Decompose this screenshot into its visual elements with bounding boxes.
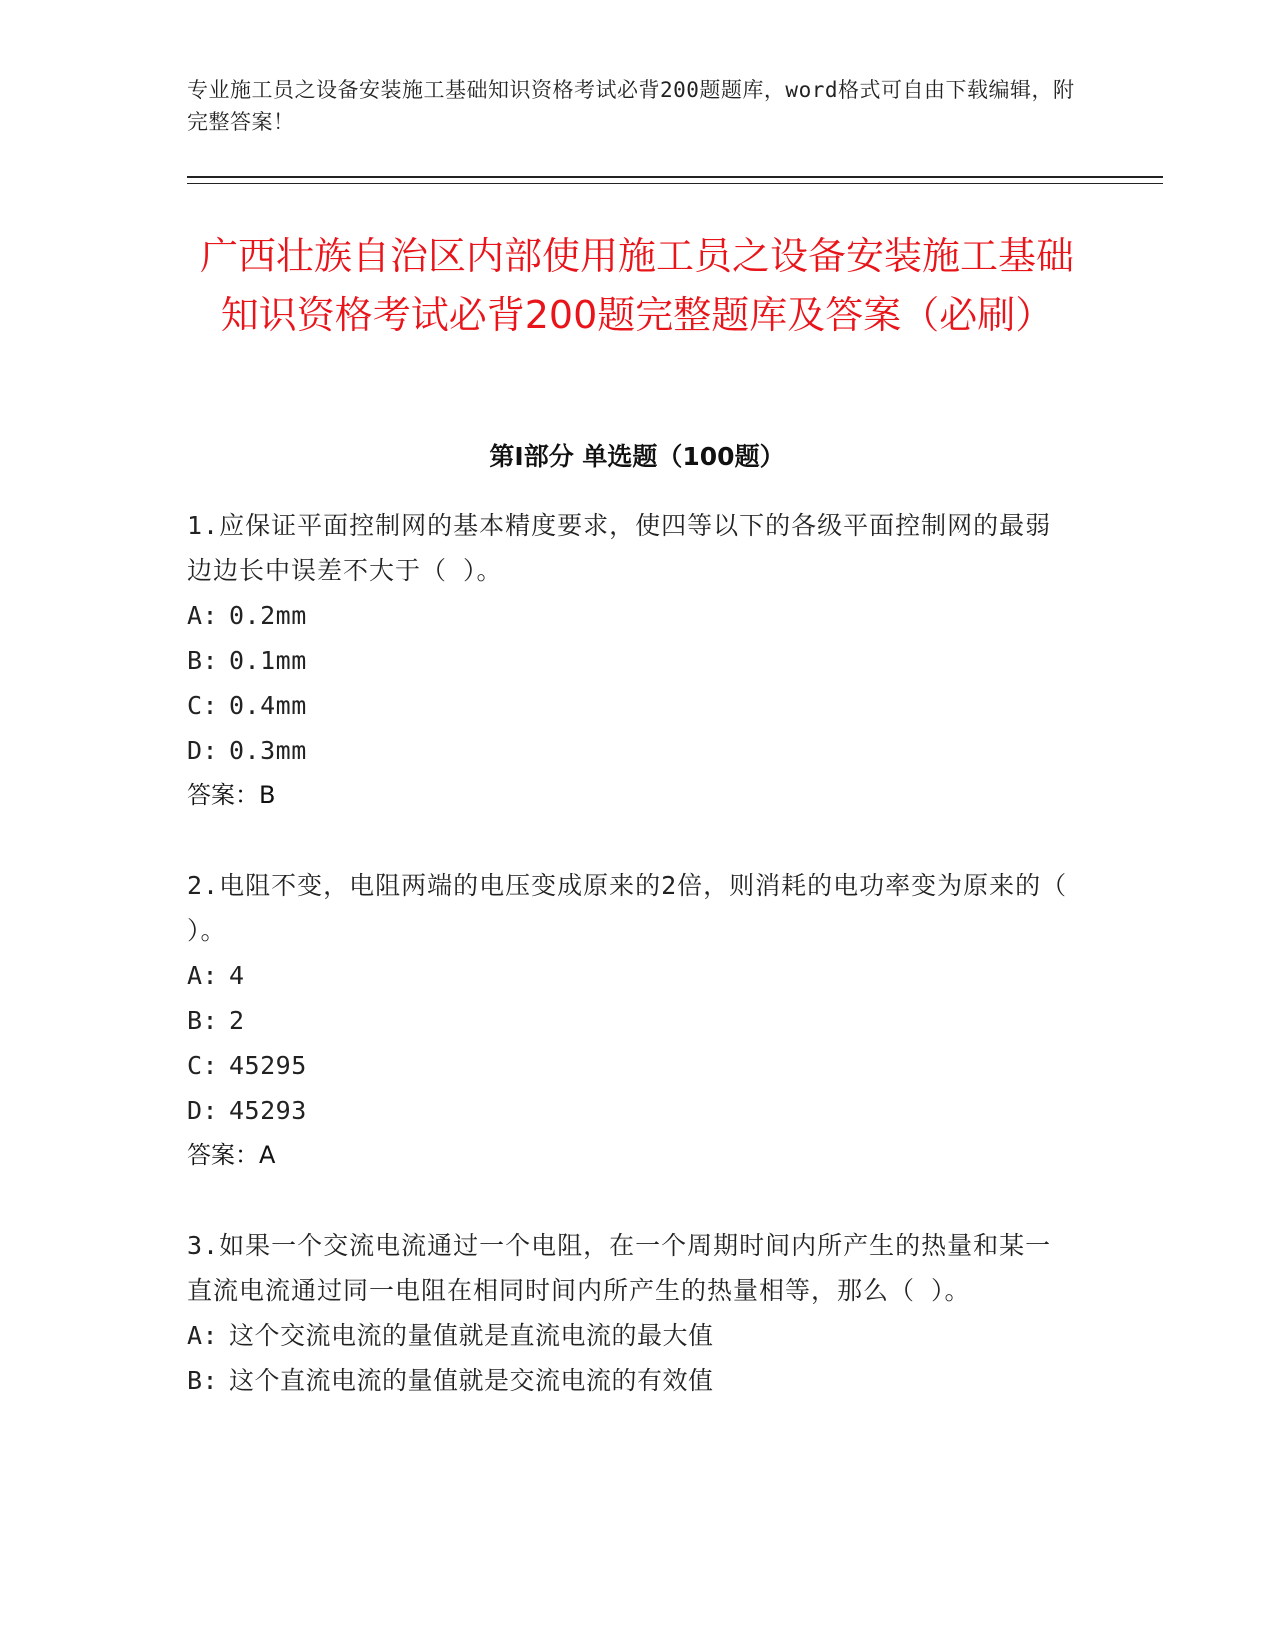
option-d: [187, 728, 1077, 773]
answer-line: 答案：A: [187, 1141, 276, 1169]
option-c: [187, 1043, 1077, 1088]
option-text: 4: [229, 961, 245, 990]
question-item: [187, 1223, 1077, 1403]
option-a: [187, 953, 1077, 998]
option-letter: D:: [187, 1096, 219, 1125]
answer-line: 答案：B: [187, 781, 276, 809]
option-text: 0.1mm: [229, 646, 307, 675]
question-stem: 2.电阻不变，电阻两端的电压变成原来的2倍，则消耗的电功率变为原来的（ ）。: [187, 871, 1068, 945]
option-letter: B:: [187, 646, 219, 675]
option-text: 0.4mm: [229, 691, 307, 720]
option-letter: D:: [187, 736, 219, 765]
option-b: [187, 1358, 1077, 1403]
question-stem: 3.如果一个交流电流通过一个电阻，在一个周期时间内所产生的热量和某一直流电流通过同一电阻在相同时间内所产生的热量相等，那么（ ）。: [187, 1231, 1052, 1305]
question-stem: 1.应保证平面控制网的基本精度要求，使四等以下的各级平面控制网的最弱边边长中误差不大于（ ）。: [187, 511, 1052, 585]
option-text: 2: [229, 1006, 245, 1035]
question-item: [187, 503, 1077, 818]
option-text: 45293: [229, 1096, 307, 1125]
question-item: [187, 863, 1077, 1178]
option-text: 0.3mm: [229, 736, 307, 765]
option-d: [187, 1088, 1077, 1133]
option-text: 这个交流电流的量值就是直流电流的最大值: [229, 1321, 714, 1350]
option-letter: A:: [187, 601, 219, 630]
option-text: 45295: [229, 1051, 307, 1080]
option-a: [187, 593, 1077, 638]
option-letter: C:: [187, 1051, 219, 1080]
option-letter: B:: [187, 1366, 219, 1395]
header-note: 专业施工员之设备安装施工基础知识资格考试必背200题题库，word格式可自由下载编辑，附完整答案！: [187, 78, 1075, 134]
header-rule-thick: [187, 176, 1163, 178]
option-c: [187, 683, 1077, 728]
option-a: [187, 1313, 1077, 1358]
option-text: 这个直流电流的量值就是交流电流的有效值: [229, 1366, 714, 1395]
document-title: 广西壮族自治区内部使用施工员之设备安装施工基础知识资格考试必背200题完整题库及答案（必刷）: [199, 234, 1074, 337]
option-letter: B:: [187, 1006, 219, 1035]
option-b: [187, 998, 1077, 1043]
option-letter: A:: [187, 961, 219, 990]
option-b: [187, 638, 1077, 683]
section-title: 第I部分 单选题（100题）: [489, 442, 785, 471]
option-text: 0.2mm: [229, 601, 307, 630]
option-letter: C:: [187, 691, 219, 720]
header-rule-thin: [187, 183, 1163, 184]
option-letter: A:: [187, 1321, 219, 1350]
